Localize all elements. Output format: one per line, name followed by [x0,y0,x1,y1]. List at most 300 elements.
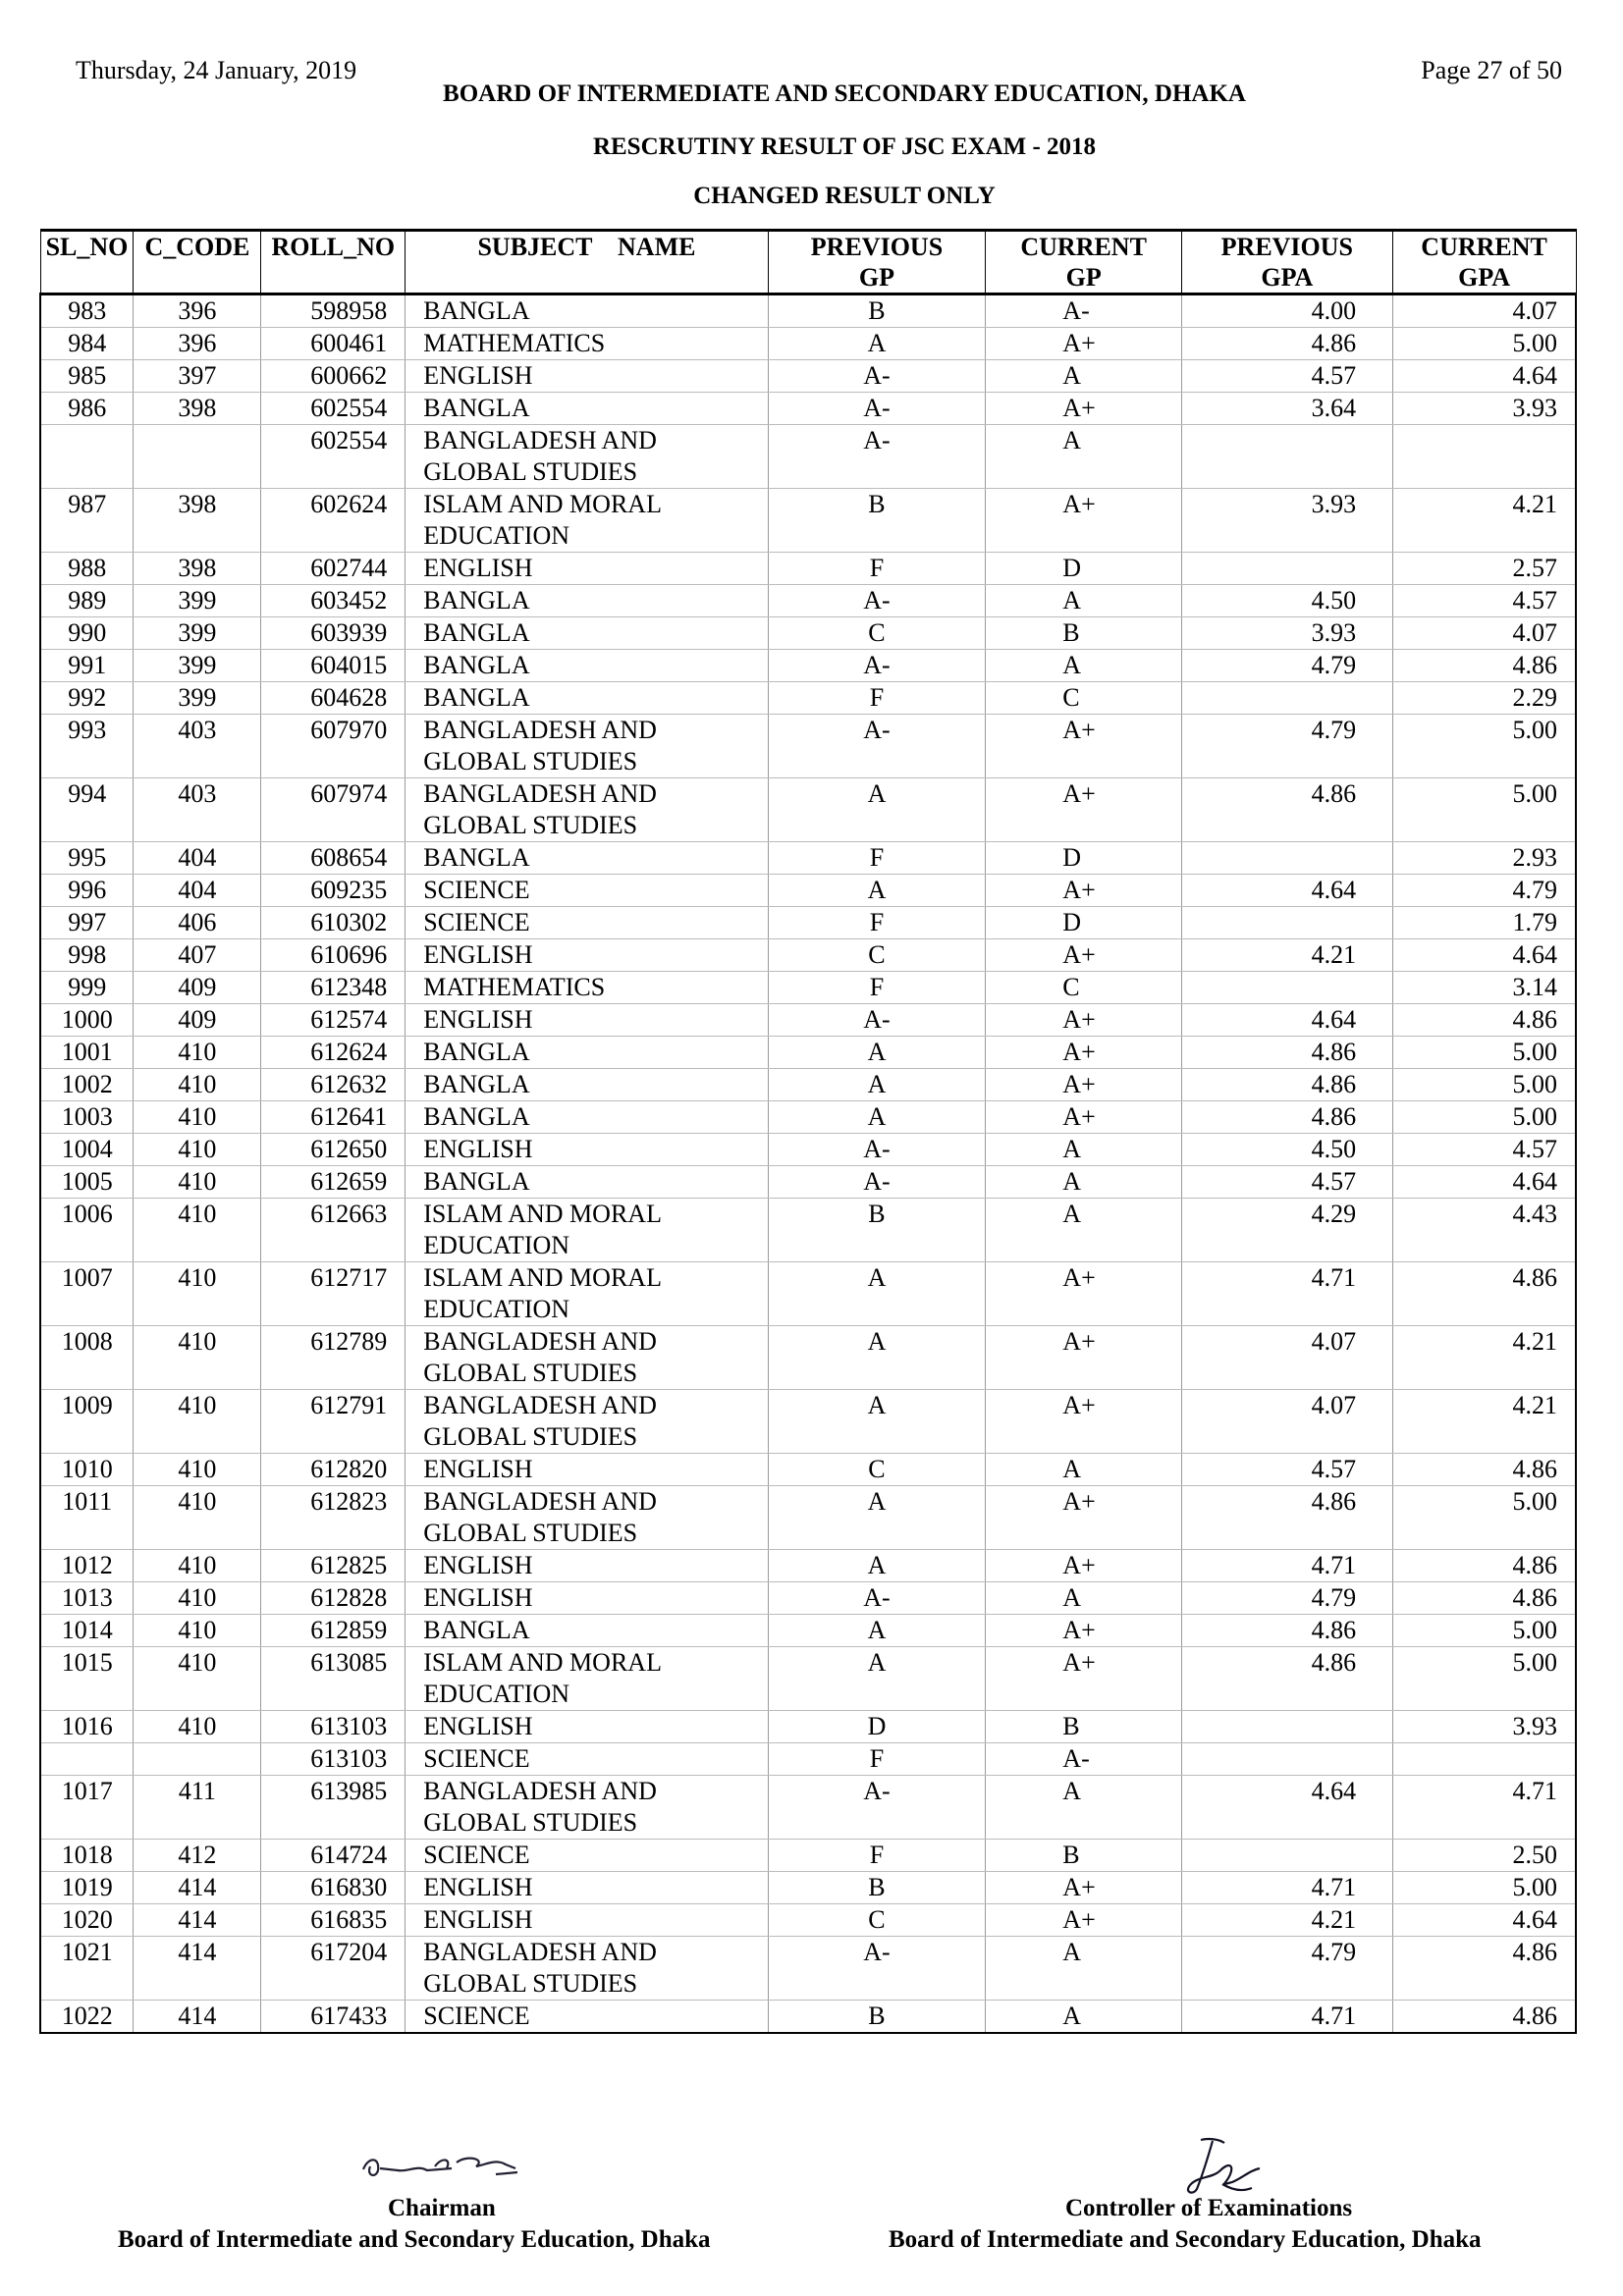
cell-current-gp: D [986,842,1182,875]
cell-roll-no: 613085 [261,1647,406,1711]
cell-current-gpa: 1.79 [1392,907,1576,939]
cell-subject-name: MATHEMATICS [406,328,768,360]
table-row [40,1037,1576,1069]
cell-subject-name: BANGLA [406,842,768,875]
cell-sl-no: 990 [40,617,134,650]
cell-roll-no: 612825 [261,1550,406,1582]
cell-subject-name: BANGLADESH AND GLOBAL STUDIES [406,1390,768,1454]
cell-roll-no: 616835 [261,1904,406,1937]
cell-roll-no: 612828 [261,1582,406,1615]
controller-signature [1173,2135,1281,2199]
cell-c-code: 410 [134,1134,261,1166]
cell-current-gp: A+ [986,1904,1182,1937]
cell-current-gpa: 5.00 [1392,1486,1576,1550]
cell-current-gp: A [986,650,1182,682]
cell-previous-gp: A [768,1615,986,1647]
cell-previous-gp: F [768,682,986,715]
cell-current-gpa: 4.64 [1392,360,1576,393]
cell-subject-name: ENGLISH [406,1550,768,1582]
cell-current-gpa: 4.79 [1392,875,1576,907]
cell-current-gpa: 4.57 [1392,1134,1576,1166]
cell-previous-gpa: 4.86 [1182,778,1393,842]
cell-current-gpa [1392,425,1576,489]
cell-sl-no: 1004 [40,1134,134,1166]
cell-c-code: 410 [134,1486,261,1550]
col-previous-gp: PREVIOUS GP [768,231,986,294]
table-row [40,1134,1576,1166]
cell-sl-no: 987 [40,489,134,553]
table-row [40,682,1576,715]
cell-roll-no: 612823 [261,1486,406,1550]
cell-previous-gp: B [768,1872,986,1904]
col-c-code: C_CODE [134,231,261,294]
cell-subject-name: ISLAM AND MORAL EDUCATION [406,1199,768,1262]
cell-current-gpa: 3.93 [1392,393,1576,425]
cell-current-gpa: 4.07 [1392,294,1576,328]
cell-current-gpa: 4.43 [1392,1199,1576,1262]
cell-previous-gpa: 4.57 [1182,360,1393,393]
cell-sl-no: 1008 [40,1326,134,1390]
cell-current-gpa: 5.00 [1392,1101,1576,1134]
cell-sl-no: 1021 [40,1937,134,2001]
cell-previous-gpa: 4.79 [1182,1582,1393,1615]
cell-current-gpa: 4.21 [1392,1326,1576,1390]
cell-subject-name: BANGLADESH AND GLOBAL STUDIES [406,1937,768,2001]
cell-current-gp: A [986,1582,1182,1615]
cell-roll-no: 613103 [261,1711,406,1743]
cell-roll-no: 602744 [261,553,406,585]
cell-current-gp: A+ [986,1615,1182,1647]
table-row [40,1904,1576,1937]
col-subject-name: SUBJECT NAME [406,231,768,294]
table-row [40,489,1576,553]
table-row [40,1743,1576,1776]
cell-previous-gp: A [768,328,986,360]
table-row [40,1454,1576,1486]
cell-sl-no: 989 [40,585,134,617]
cell-current-gp: A+ [986,1069,1182,1101]
cell-subject-name: ENGLISH [406,1134,768,1166]
cell-c-code: 410 [134,1166,261,1199]
cell-sl-no: 985 [40,360,134,393]
cell-roll-no: 610696 [261,939,406,972]
cell-sl-no: 992 [40,682,134,715]
cell-current-gp: A+ [986,489,1182,553]
cell-current-gpa: 3.93 [1392,1711,1576,1743]
cell-roll-no: 612348 [261,972,406,1004]
cell-sl-no: 1017 [40,1776,134,1840]
result-table [39,229,1577,2034]
cell-c-code: 410 [134,1550,261,1582]
cell-current-gp: A [986,425,1182,489]
cell-sl-no: 1011 [40,1486,134,1550]
cell-previous-gpa: 4.50 [1182,1134,1393,1166]
cell-current-gp: C [986,682,1182,715]
cell-current-gpa: 4.07 [1392,617,1576,650]
cell-previous-gp: A [768,1262,986,1326]
cell-current-gp: A [986,1134,1182,1166]
cell-subject-name: SCIENCE [406,875,768,907]
cell-previous-gpa [1182,553,1393,585]
cell-roll-no: 617433 [261,2001,406,2034]
cell-previous-gpa: 4.86 [1182,1486,1393,1550]
table-row [40,1582,1576,1615]
cell-current-gpa: 2.93 [1392,842,1576,875]
cell-roll-no: 613985 [261,1776,406,1840]
cell-current-gp: A+ [986,778,1182,842]
cell-sl-no: 1007 [40,1262,134,1326]
cell-current-gpa: 4.86 [1392,1582,1576,1615]
cell-previous-gp: A- [768,650,986,682]
cell-previous-gp: B [768,294,986,328]
cell-previous-gpa [1182,842,1393,875]
cell-previous-gpa: 4.71 [1182,1550,1393,1582]
cell-sl-no [40,1743,134,1776]
cell-c-code: 399 [134,617,261,650]
controller-org: Board of Intermediate and Secondary Education, Dhaka [889,2226,1482,2253]
cell-current-gpa: 4.64 [1392,1904,1576,1937]
cell-c-code: 410 [134,1037,261,1069]
table-row [40,1615,1576,1647]
table-row [40,2001,1576,2034]
cell-subject-name: MATHEMATICS [406,972,768,1004]
cell-subject-name: BANGLADESH AND GLOBAL STUDIES [406,1776,768,1840]
cell-current-gp: D [986,907,1182,939]
cell-current-gp: A- [986,294,1182,328]
cell-roll-no: 604628 [261,682,406,715]
cell-subject-name: BANGLA [406,1615,768,1647]
cell-roll-no: 612574 [261,1004,406,1037]
cell-current-gpa: 4.86 [1392,1454,1576,1486]
cell-c-code [134,1743,261,1776]
col-roll-no: ROLL_NO [261,231,406,294]
cell-previous-gpa: 4.64 [1182,1004,1393,1037]
cell-current-gpa: 4.57 [1392,585,1576,617]
table-row [40,553,1576,585]
table-row [40,1937,1576,2001]
cell-roll-no: 612820 [261,1454,406,1486]
cell-subject-name: ENGLISH [406,553,768,585]
cell-current-gp: A+ [986,1486,1182,1550]
cell-current-gp: A+ [986,1037,1182,1069]
cell-sl-no: 1000 [40,1004,134,1037]
cell-c-code: 398 [134,393,261,425]
cell-previous-gp: F [768,1743,986,1776]
cell-c-code: 410 [134,1390,261,1454]
cell-current-gp: A+ [986,715,1182,778]
cell-current-gpa: 2.29 [1392,682,1576,715]
cell-c-code: 399 [134,682,261,715]
table-row [40,393,1576,425]
board-title: BOARD OF INTERMEDIATE AND SECONDARY EDUCATION, DHAKA [443,80,1246,107]
cell-current-gpa: 3.14 [1392,972,1576,1004]
cell-previous-gp: F [768,1840,986,1872]
cell-previous-gpa: 3.93 [1182,617,1393,650]
cell-roll-no: 612789 [261,1326,406,1390]
cell-sl-no: 998 [40,939,134,972]
cell-previous-gpa: 4.86 [1182,1615,1393,1647]
cell-roll-no: 602624 [261,489,406,553]
cell-previous-gpa: 4.71 [1182,1872,1393,1904]
cell-previous-gp: A- [768,1937,986,2001]
cell-previous-gpa: 4.79 [1182,650,1393,682]
cell-sl-no: 1003 [40,1101,134,1134]
cell-current-gp: A+ [986,1101,1182,1134]
table-row [40,1840,1576,1872]
cell-previous-gpa: 4.86 [1182,1647,1393,1711]
table-row [40,617,1576,650]
controller-title: Controller of Examinations [1065,2195,1353,2221]
table-row [40,650,1576,682]
cell-c-code: 406 [134,907,261,939]
cell-previous-gpa: 4.79 [1182,1937,1393,2001]
table-row [40,1262,1576,1326]
cell-previous-gp: A [768,1037,986,1069]
cell-roll-no: 612624 [261,1037,406,1069]
cell-subject-name: BANGLA [406,617,768,650]
cell-current-gp: A [986,1166,1182,1199]
cell-sl-no: 986 [40,393,134,425]
table-row [40,1550,1576,1582]
cell-c-code: 410 [134,1262,261,1326]
cell-current-gp: A [986,1776,1182,1840]
cell-previous-gp: C [768,1904,986,1937]
table-row [40,972,1576,1004]
cell-sl-no: 999 [40,972,134,1004]
cell-roll-no: 617204 [261,1937,406,2001]
cell-previous-gpa: 4.71 [1182,1262,1393,1326]
cell-current-gpa: 5.00 [1392,778,1576,842]
cell-c-code: 404 [134,875,261,907]
cell-roll-no: 614724 [261,1840,406,1872]
cell-subject-name: BANGLADESH AND GLOBAL STUDIES [406,1326,768,1390]
cell-subject-name: BANGLADESH AND GLOBAL STUDIES [406,425,768,489]
cell-c-code: 399 [134,650,261,682]
cell-roll-no: 616830 [261,1872,406,1904]
cell-current-gp: A+ [986,939,1182,972]
cell-current-gp: C [986,972,1182,1004]
cell-previous-gp: A [768,778,986,842]
cell-subject-name: ENGLISH [406,1872,768,1904]
cell-previous-gpa [1182,1840,1393,1872]
cell-sl-no: 991 [40,650,134,682]
cell-sl-no: 988 [40,553,134,585]
cell-previous-gp: A [768,875,986,907]
table-row [40,842,1576,875]
cell-current-gpa: 2.57 [1392,553,1576,585]
cell-previous-gpa: 4.50 [1182,585,1393,617]
report-date: Thursday, 24 January, 2019 [76,56,357,84]
cell-c-code: 410 [134,1582,261,1615]
cell-previous-gp: A- [768,585,986,617]
cell-previous-gpa: 4.64 [1182,875,1393,907]
cell-current-gpa: 5.00 [1392,328,1576,360]
cell-c-code: 410 [134,1199,261,1262]
cell-current-gpa: 5.00 [1392,1037,1576,1069]
cell-sl-no: 995 [40,842,134,875]
cell-current-gpa: 2.50 [1392,1840,1576,1872]
table-row [40,1166,1576,1199]
cell-sl-no: 996 [40,875,134,907]
cell-current-gpa: 4.86 [1392,1004,1576,1037]
cell-current-gp: A+ [986,393,1182,425]
cell-sl-no: 1001 [40,1037,134,1069]
cell-c-code: 398 [134,553,261,585]
cell-previous-gp: B [768,1199,986,1262]
cell-roll-no: 600461 [261,328,406,360]
cell-previous-gp: D [768,1711,986,1743]
cell-current-gpa: 4.86 [1392,1937,1576,2001]
cell-subject-name: ENGLISH [406,1904,768,1937]
cell-previous-gpa: 4.64 [1182,1776,1393,1840]
cell-current-gp: A [986,585,1182,617]
cell-previous-gpa: 4.21 [1182,1904,1393,1937]
cell-current-gpa [1392,1743,1576,1776]
cell-current-gpa: 4.86 [1392,650,1576,682]
cell-roll-no: 607970 [261,715,406,778]
cell-previous-gpa: 4.07 [1182,1390,1393,1454]
cell-current-gpa: 4.21 [1392,489,1576,553]
cell-previous-gpa: 4.86 [1182,1101,1393,1134]
cell-current-gp: A [986,1937,1182,2001]
cell-subject-name: SCIENCE [406,1840,768,1872]
cell-roll-no: 612650 [261,1134,406,1166]
table-row [40,1199,1576,1262]
cell-current-gp: A+ [986,1262,1182,1326]
cell-c-code: 409 [134,972,261,1004]
cell-previous-gpa: 4.86 [1182,1069,1393,1101]
cell-sl-no: 983 [40,294,134,328]
cell-subject-name: BANGLA [406,1166,768,1199]
cell-c-code: 410 [134,1326,261,1390]
cell-c-code: 396 [134,328,261,360]
cell-current-gpa: 4.71 [1392,1776,1576,1840]
cell-previous-gp: A- [768,715,986,778]
cell-sl-no: 994 [40,778,134,842]
cell-roll-no: 602554 [261,425,406,489]
cell-current-gp: A+ [986,1872,1182,1904]
cell-current-gpa: 4.21 [1392,1390,1576,1454]
cell-previous-gpa: 3.93 [1182,489,1393,553]
cell-sl-no: 1006 [40,1199,134,1262]
cell-previous-gp: A [768,1101,986,1134]
cell-previous-gpa: 4.57 [1182,1166,1393,1199]
header-row [40,231,1576,294]
cell-c-code: 410 [134,1069,261,1101]
cell-previous-gp: A [768,1390,986,1454]
cell-previous-gp: A [768,1069,986,1101]
table-row [40,294,1576,328]
table-row [40,1711,1576,1743]
cell-previous-gp: A- [768,1776,986,1840]
cell-current-gpa: 4.64 [1392,1166,1576,1199]
cell-previous-gpa [1182,425,1393,489]
cell-subject-name: ISLAM AND MORAL EDUCATION [406,489,768,553]
cell-current-gp: A [986,1199,1182,1262]
cell-current-gp: A+ [986,1004,1182,1037]
cell-previous-gp: A- [768,425,986,489]
cell-current-gp: A [986,1454,1182,1486]
cell-current-gp: A+ [986,1390,1182,1454]
cell-roll-no: 603452 [261,585,406,617]
cell-roll-no: 613103 [261,1743,406,1776]
chairman-org: Board of Intermediate and Secondary Education, Dhaka [118,2226,711,2253]
cell-subject-name: SCIENCE [406,2001,768,2034]
cell-roll-no: 603939 [261,617,406,650]
cell-previous-gpa [1182,1743,1393,1776]
cell-previous-gp: A [768,1550,986,1582]
cell-c-code: 410 [134,1101,261,1134]
cell-current-gp: A+ [986,1326,1182,1390]
cell-current-gpa: 5.00 [1392,1647,1576,1711]
cell-previous-gp: A [768,1326,986,1390]
cell-previous-gpa: 4.07 [1182,1326,1393,1390]
cell-sl-no: 1010 [40,1454,134,1486]
cell-subject-name: ENGLISH [406,1711,768,1743]
cell-c-code: 403 [134,778,261,842]
cell-subject-name: ENGLISH [406,1454,768,1486]
cell-previous-gp: A- [768,1134,986,1166]
cell-roll-no: 607974 [261,778,406,842]
table-row [40,1647,1576,1711]
cell-sl-no: 1015 [40,1647,134,1711]
cell-sl-no [40,425,134,489]
cell-c-code: 396 [134,294,261,328]
cell-current-gpa: 4.86 [1392,1262,1576,1326]
cell-current-gp: B [986,617,1182,650]
cell-previous-gp: C [768,939,986,972]
cell-previous-gp: A- [768,393,986,425]
cell-roll-no: 600662 [261,360,406,393]
cell-previous-gp: F [768,842,986,875]
cell-previous-gp: A [768,1647,986,1711]
cell-sl-no: 1002 [40,1069,134,1101]
cell-current-gp: A+ [986,1550,1182,1582]
cell-roll-no: 612632 [261,1069,406,1101]
cell-sl-no: 1019 [40,1872,134,1904]
cell-previous-gpa [1182,682,1393,715]
cell-previous-gp: A [768,1486,986,1550]
cell-c-code: 411 [134,1776,261,1840]
cell-previous-gp: C [768,617,986,650]
cell-subject-name: ENGLISH [406,1582,768,1615]
cell-sl-no: 1012 [40,1550,134,1582]
cell-c-code: 409 [134,1004,261,1037]
cell-sl-no: 984 [40,328,134,360]
cell-current-gp: A+ [986,1647,1182,1711]
col-sl-no: SL_NO [40,231,134,294]
cell-sl-no: 1016 [40,1711,134,1743]
table-row [40,1390,1576,1454]
cell-c-code: 410 [134,1615,261,1647]
cell-previous-gp: C [768,1454,986,1486]
cell-sl-no: 1020 [40,1904,134,1937]
cell-current-gp: D [986,553,1182,585]
table-row [40,778,1576,842]
table-row [40,328,1576,360]
table-row [40,1004,1576,1037]
cell-roll-no: 612663 [261,1199,406,1262]
table-row [40,1872,1576,1904]
cell-subject-name: BANGLADESH AND GLOBAL STUDIES [406,778,768,842]
cell-sl-no: 993 [40,715,134,778]
cell-previous-gpa: 4.57 [1182,1454,1393,1486]
cell-sl-no: 1005 [40,1166,134,1199]
cell-c-code: 410 [134,1711,261,1743]
cell-sl-no: 1022 [40,2001,134,2034]
cell-roll-no: 610302 [261,907,406,939]
cell-current-gpa: 4.64 [1392,939,1576,972]
